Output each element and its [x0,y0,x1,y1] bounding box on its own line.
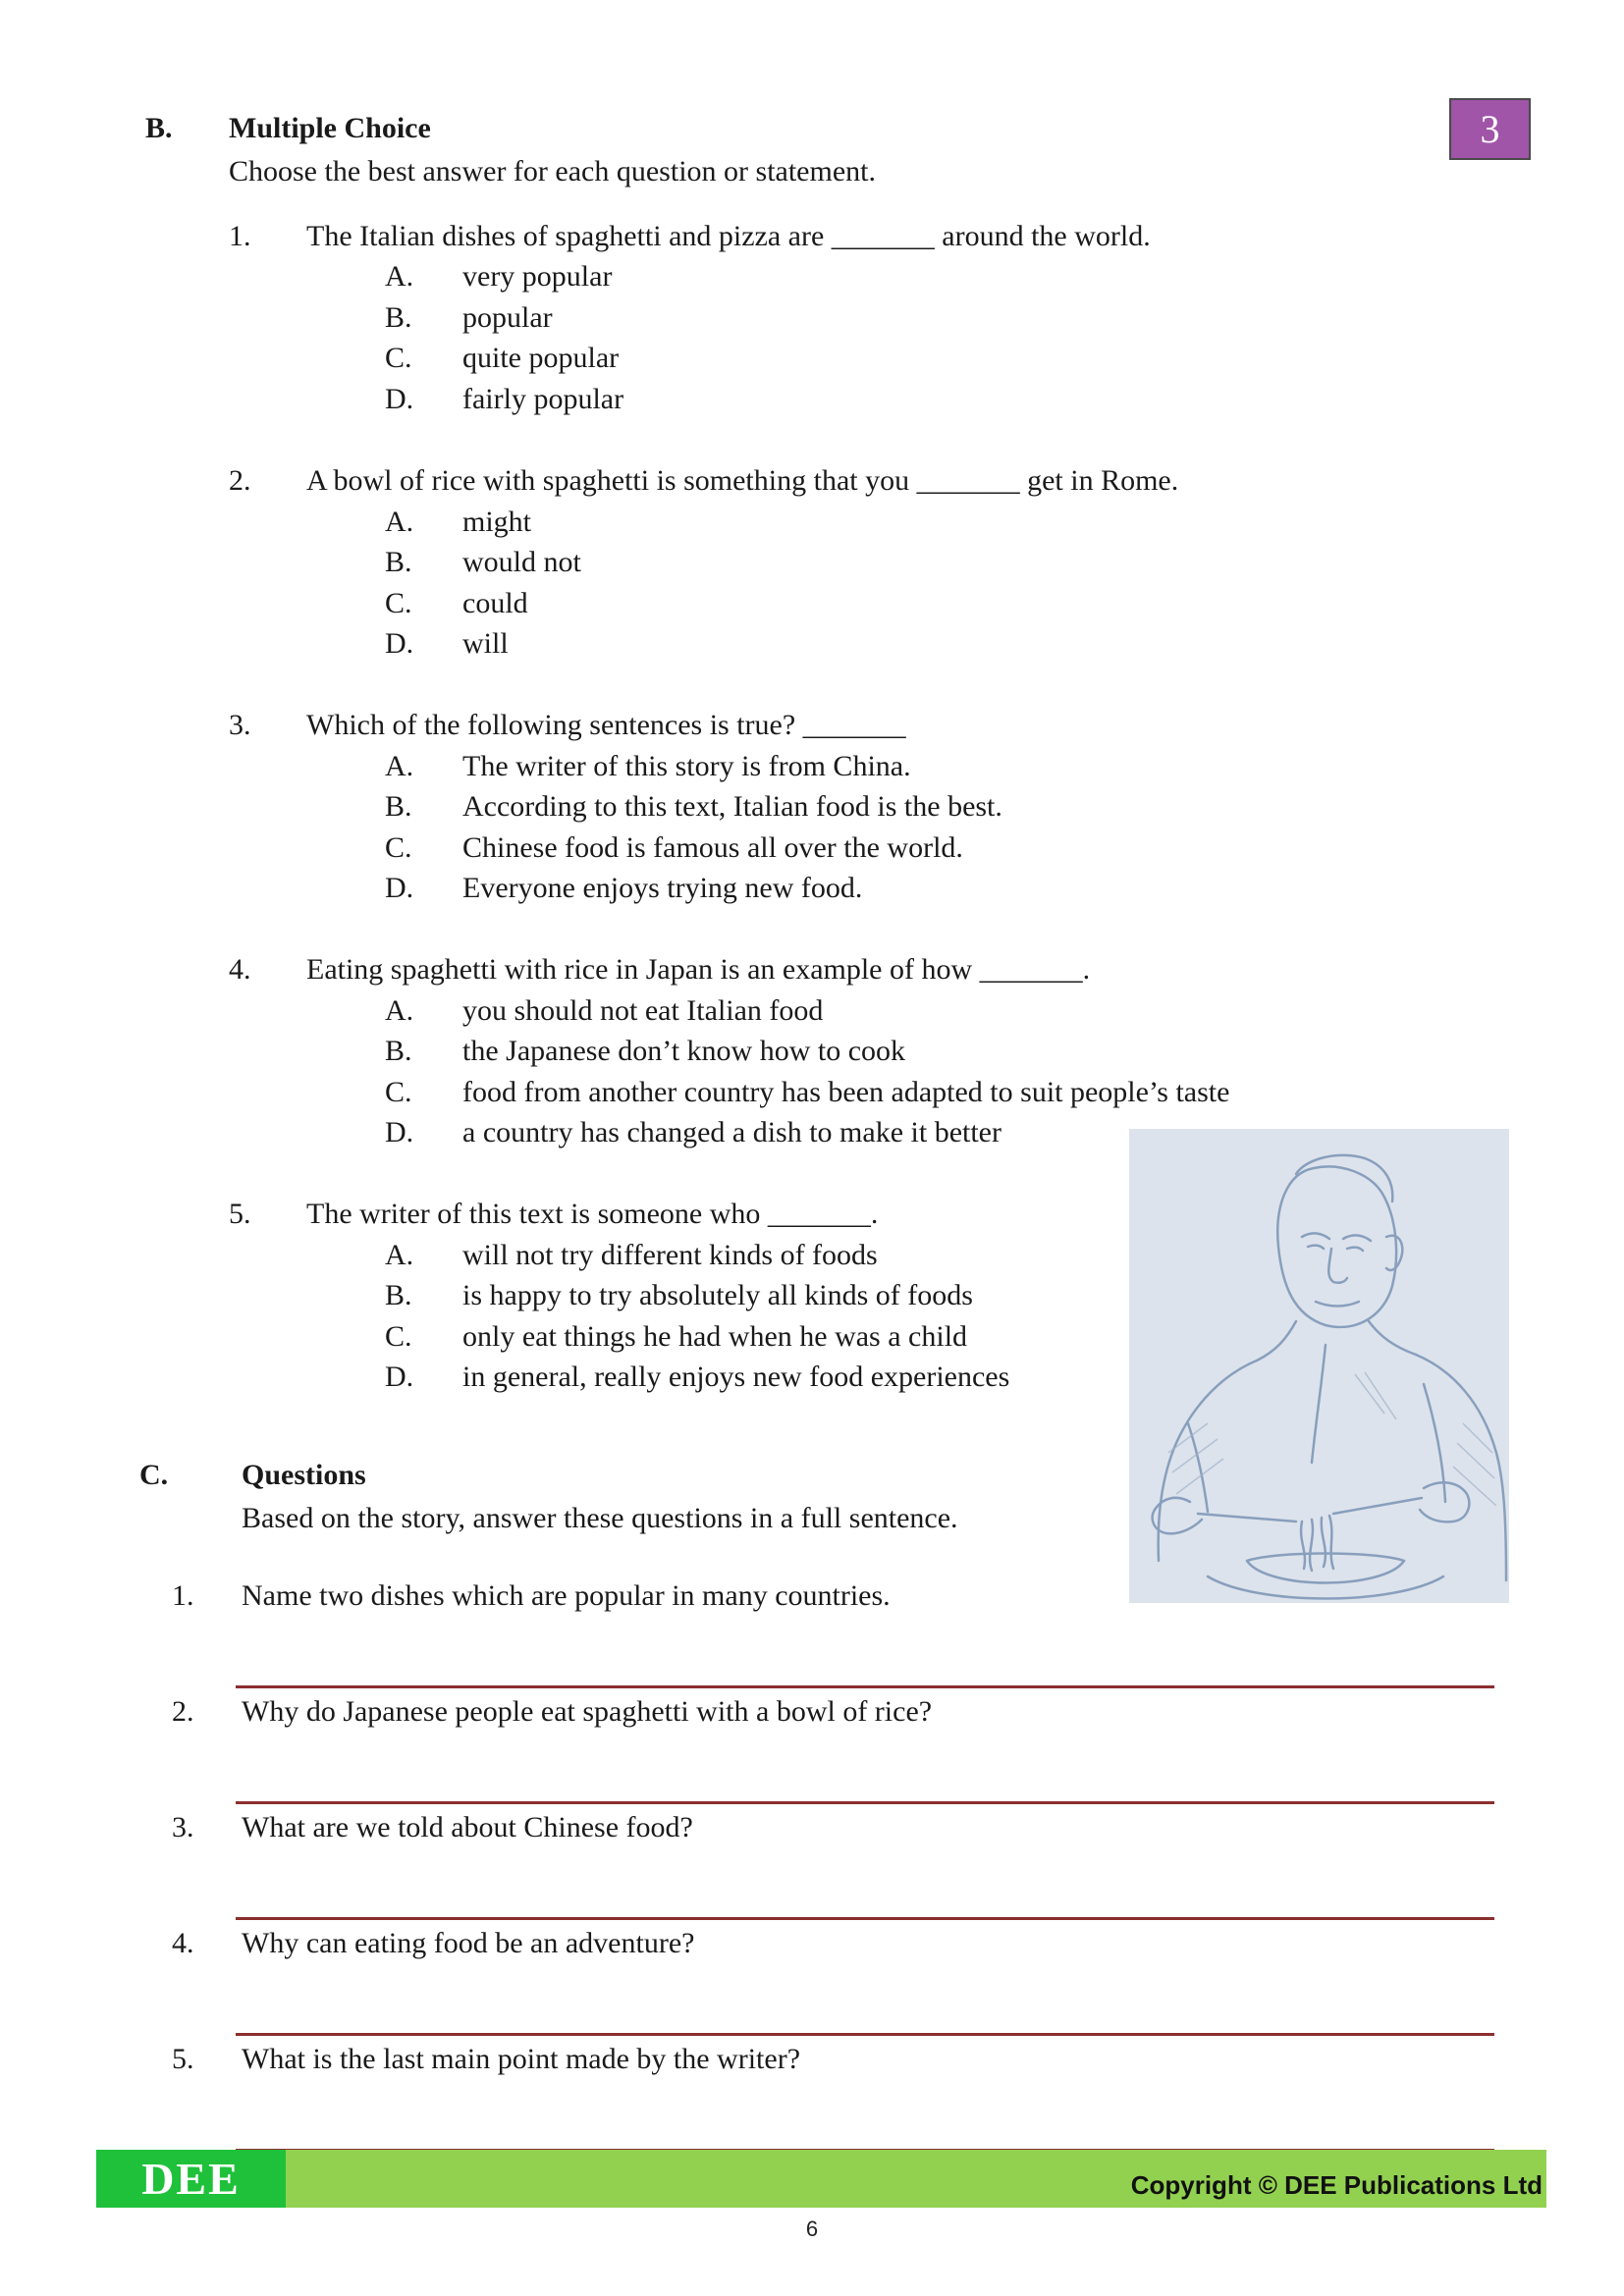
option-letter: C. [385,342,412,374]
option-text[interactable]: very popular [462,260,613,293]
option-text[interactable]: The writer of this story is from China. [462,750,911,782]
answer-line[interactable] [236,1685,1494,1688]
question-number: 1. [172,1579,194,1612]
option-letter: C. [385,831,412,864]
option-text[interactable]: fairly popular [462,383,624,415]
option-letter: C. [385,1076,412,1108]
option-text[interactable]: in general, really enjoys new food experiences [462,1361,1010,1393]
question-text: Name two dishes which are popular in many countries. [242,1579,891,1612]
option-letter: D. [385,627,414,660]
option-letter: C. [385,587,412,619]
option-text[interactable]: could [462,587,528,619]
option-text[interactable]: might [462,506,532,538]
question-number: 2. [229,464,251,497]
question-number: 1. [229,220,251,252]
question-number: 5. [229,1198,251,1230]
question-number: 4. [229,953,251,986]
publisher-logo: DEE [96,2150,286,2208]
option-letter: B. [385,790,412,823]
option-text[interactable]: a country has changed a dish to make it better [462,1116,1001,1148]
option-text[interactable]: quite popular [462,342,620,374]
question-number: 3. [172,1811,194,1843]
answer-line[interactable] [236,1801,1494,1804]
section-b-letter: B. [145,112,173,144]
option-text[interactable]: the Japanese don’t know how to cook [462,1035,906,1067]
option-text[interactable]: only eat things he had when he was a child [462,1320,968,1353]
question-text: The writer of this text is someone who _______. [306,1198,879,1230]
section-c-instruction: Based on the story, answer these questions in a full sentence. [242,1502,958,1534]
question-text: Why do Japanese people eat spaghetti with a bowl of rice? [242,1695,933,1728]
option-text[interactable]: food from another country has been adapted to suit people’s taste [462,1076,1230,1108]
question-number: 4. [172,1927,194,1959]
question-text: The Italian dishes of spaghetti and pizza are _______ around the world. [306,220,1151,252]
section-b-title: Multiple Choice [229,112,431,144]
question-text: Why can eating food be an adventure? [242,1927,695,1959]
illustration-sketch [1129,1129,1509,1603]
option-letter: A. [385,506,414,538]
question-number: 3. [229,709,251,741]
option-text[interactable]: will not try different kinds of foods [462,1239,878,1271]
question-text: What are we told about Chinese food? [242,1811,693,1843]
option-letter: D. [385,872,414,904]
footer-bar [96,2150,1546,2208]
option-text[interactable]: According to this text, Italian food is the best. [462,790,1002,823]
answer-line[interactable] [236,2033,1494,2036]
question-text: Which of the following sentences is true? _______ [306,709,906,741]
section-c-letter: C. [139,1459,169,1491]
option-letter: B. [385,1035,412,1067]
option-text[interactable]: Chinese food is famous all over the world. [462,831,963,864]
man-eating-noodles-illustration [1129,1129,1509,1603]
option-letter: C. [385,1320,412,1353]
option-letter: A. [385,260,414,293]
question-text: Eating spaghetti with rice in Japan is an example of how _______. [306,953,1091,986]
question-text: What is the last main point made by the writer? [242,2043,801,2075]
question-text: A bowl of rice with spaghetti is something that you _______ get in Rome. [306,464,1179,497]
option-text[interactable]: would not [462,546,581,578]
option-letter: B. [385,1279,412,1311]
option-text[interactable]: you should not eat Italian food [462,994,824,1027]
option-letter: D. [385,1361,414,1393]
question-number: 5. [172,2043,194,2075]
option-letter: A. [385,750,414,782]
option-text[interactable]: will [462,627,509,660]
question-number: 2. [172,1695,194,1728]
page-number: 6 [805,2216,819,2241]
option-letter: D. [385,383,414,415]
section-c-title: Questions [242,1459,366,1491]
unit-number-badge: 3 [1449,98,1531,160]
answer-line[interactable] [236,1917,1494,1920]
option-text[interactable]: popular [462,301,553,334]
option-text[interactable]: is happy to try absolutely all kinds of foods [462,1279,973,1311]
option-text[interactable]: Everyone enjoys trying new food. [462,872,863,904]
copyright-notice: Copyright © DEE Publications Ltd [1130,2170,1543,2200]
section-b-instruction: Choose the best answer for each question or statement. [229,155,876,187]
option-letter: B. [385,546,412,578]
option-letter: B. [385,301,412,334]
option-letter: A. [385,1239,414,1271]
option-letter: A. [385,994,414,1027]
option-letter: D. [385,1116,414,1148]
